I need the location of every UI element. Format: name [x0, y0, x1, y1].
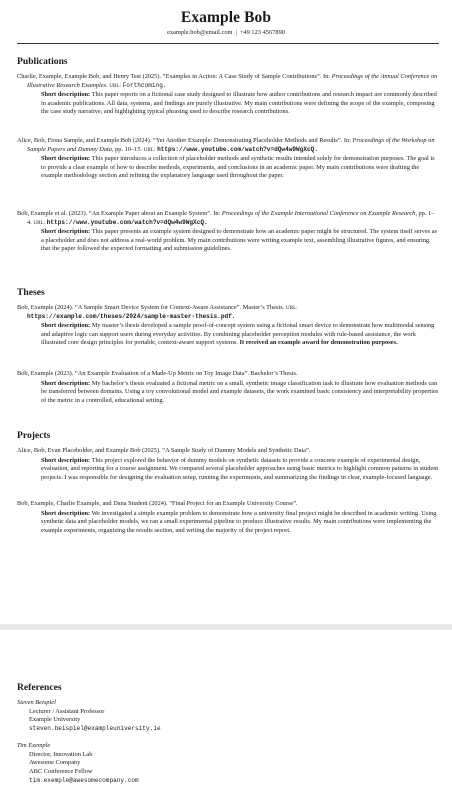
publication-url[interactable]: https://www.youtube.com/watch?v=dQw4w9WgXcQ. [46, 218, 208, 226]
thesis-url[interactable]: https://example.com/theses/2024/sample-master-thesis.pdf. [27, 312, 236, 320]
publication-description: Short description: This paper introduces a collection of placeholder methods and synthetic results intended solely for demonstration purposes. The goal is to provide a clear example of how to describe methods, experiments, and conclusions in an academic paper. My main contributions were drafting the example methodology section and refining the explanatory language used throughout the paper. [41, 155, 435, 180]
reference-line: Lecturer / Assistant Professor [29, 707, 105, 715]
reference-email[interactable]: tim.exemple@awesomecompany.com [29, 776, 139, 784]
phone-number: +49 123 4567890 [239, 29, 285, 36]
publication-citation: Bob, Example et al. (2023). “An Example Paper about an Example System”. In: Proceedings of the Example International Conference on Example Research, pp. 1–4. URL: https://www.youtube.com/watch?v=dQw4w9WgXcQ. [17, 210, 435, 226]
section-title-references: References [17, 682, 62, 693]
reference-line: Director, Innovation Lab [29, 750, 93, 758]
thesis-citation: Bob, Example (2024). “A Sample Smart Device System for Context-Aware Assistance”. Master’s Thesis. URL: https://example.com/theses/2024/sample-master-thesis.pdf. [17, 304, 298, 320]
publication-entry [17, 73, 439, 117]
project-entry [17, 447, 439, 482]
reference-line: Awesome Company [29, 759, 81, 767]
section-title-publications: Publications [17, 56, 68, 67]
reference-entry [17, 742, 139, 786]
project-description: Short description: This project explored the behavior of dummy models on synthetic datasets to provide a concrete example of experimental design, evaluation, and reporting for a course assignment. We compared several placeholder approaches using basic metrics to highlight common patterns in student projects. I was responsible for designing the evaluation setup, running the experiments, and summarizing the findings in clear, example-focused language. [41, 456, 439, 481]
project-citation: Alice, Bob, Evan Placeholder, and Example Bob (2025). “A Sample Study of Dummy Models and Synthetic Data”. [17, 447, 311, 454]
reference-line: Example University [29, 716, 81, 724]
header-divider [17, 43, 439, 44]
publication-url[interactable]: Forthcoming. [122, 81, 167, 89]
cv-page-2 [0, 630, 452, 800]
publication-description: Short description: This paper reports on a fictional case study designed to illustrate how author contributions and research impact are commonly described in academic publications. All data, systems, and findings are purely illustrative. My main contributions were defining the scope of the example, composing the case study narrative, and highlighting typical phrasing used to describe research contributions. [41, 91, 437, 116]
thesis-description: Short description: My bachelor’s thesis evaluated a fictional metric on a small, synthetic image classification task to illustrate how evaluation methods can be transferred between domains. Using a toy convolutional model and example datasets, the work examined basic consistency and interpretability properties of the metric in a controlled, educational setting. [41, 379, 439, 404]
cv-name: Example Bob [180, 9, 272, 26]
thesis-entry [17, 370, 439, 405]
contact-separator: | [235, 29, 237, 36]
thesis-description: Short description: My master’s thesis developed a sample proof-of-concept system using a fictional smart device to demonstrate how multimodal sensing and adaptive logic can support users during everyday activities. By combining placeholder perception modules with rule-based assistance, the work illustrated core design principles for portable, context-aware support systems. It received an example award for demonstration purposes. [41, 322, 435, 347]
contact-line [0, 29, 452, 36]
section-title-projects: Projects [17, 430, 51, 441]
publication-description: Short description: This paper presents an example system designed to demonstrate how an academic paper might be structured. The system itself serves as a placeholder and does not address a real-world problem. My main contributions were writing example text, assembling illustrative figures, and ensuring that the paper followed the expected formatting and submission guidelines. [41, 228, 437, 253]
project-citation: Bob, Example, Charlie Example, and Dana Student (2024). “Final Project for an Example University Course”. [17, 500, 298, 507]
reference-entry [17, 699, 161, 734]
publication-url[interactable]: https://www.youtube.com/watch?v=dQw4w9WgXcQ. [157, 145, 318, 153]
email-link[interactable]: example.bob@email.com [167, 29, 233, 36]
publication-entry [17, 137, 439, 181]
publication-citation: Alice, Bob, Fiona Sample, and Example Bob (2024). “Yet Another Example: Demonstrating Placeholder Methods and Results”. In: Proceedings of the Workshop on Sample Papers and Dummy Data, pp. 10–15. URL: https://www.youtube.com/watch?v=dQw4w9WgXcQ. [17, 137, 435, 153]
reference-email[interactable]: steven.beispiel@exampleuniversity.ie [29, 725, 161, 733]
project-entry [17, 500, 439, 535]
reference-name: Steven Beispiel [17, 699, 56, 706]
project-description: Short description: We investigated a simple example problem to demonstrate how a university final project might be described in academic writing. Using synthetic data and placeholder models, we ran a small experimental pipeline to produce illustrative results. My main contributions were implementing the example experiments, organizing the results section, and writing the majority of the project report. [41, 509, 437, 534]
thesis-entry [17, 304, 439, 348]
reference-line: ABC Conference Fellow [29, 768, 93, 776]
thesis-citation: Bob, Example (2023). “An Example Evaluation of a Made-Up Metric on Toy Image Data”. Bachelor’s Thesis. [17, 370, 298, 377]
reference-name: Tim Exemple [17, 742, 51, 749]
publication-citation: Charlie, Example, Example Bob, and Henry Test (2025). “Examples in Action: A Case Study of Sample Contributions”. In: Proceedings of the Annual Conference on Illustrative Research Examples. URL: Forthcoming. [17, 73, 438, 89]
section-title-theses: Theses [17, 287, 45, 298]
publication-entry [17, 210, 439, 254]
